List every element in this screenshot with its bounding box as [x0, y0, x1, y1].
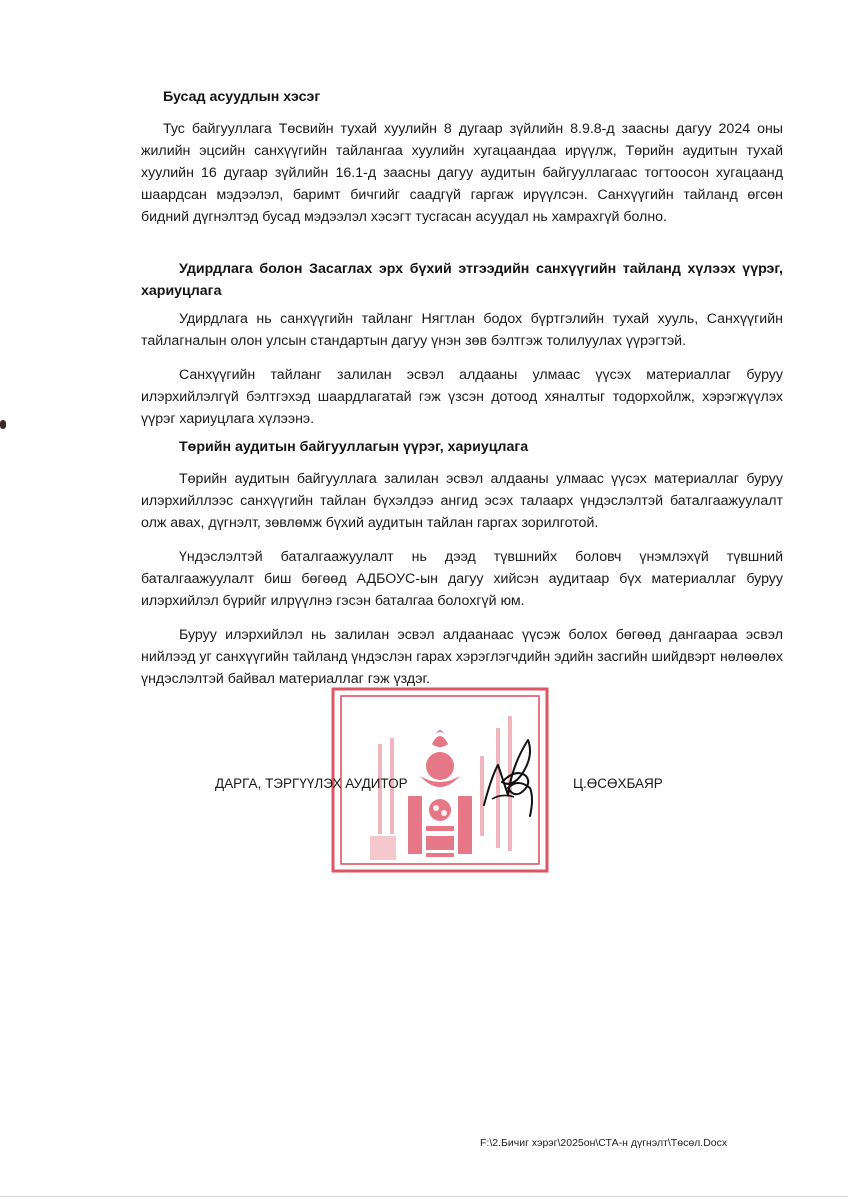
section-heading-auditor-responsibility: Төрийн аудитын байгууллагын үүрэг, хариуцлага — [179, 439, 529, 455]
paragraph-auditor-1: Төрийн аудитын байгууллага залилан эсвэл алдааны улмаас үүсэх материаллаг буруу илэрхийллээс санхүүгийн тайлан бүхэлдээ ангид эсэх талаарх үндэслэлтэй баталгаажуулалт олж авах, дүгнэлт, зөвлөмж бүхий аудитын тайлан гаргах зорилготой. — [141, 471, 783, 531]
signatory-title: ДАРГА, ТЭРГҮҮЛЭХ АУДИТОР — [215, 776, 408, 791]
paragraph-management-2: Санхүүгийн тайланг залилан эсвэл алдааны улмаас үүсэх материаллаг буруу илэрхийлэлгүй бэлтгэхэд шаардлагатай гэж үзсэн дотоод хяналтыг тодорхойлж, хэрэгжүүлэх үүрэг хариуцлага хүлээнэ. — [141, 367, 783, 427]
footer-file-path: F:\2.Бичиг хэрэг\2025он\СТА-н дүгнэлт\Төсөл.Docx — [480, 1137, 728, 1149]
section-heading-other-matters: Бусад асуудлын хэсэг — [163, 89, 321, 105]
page-bottom-divider — [0, 1196, 848, 1197]
section-heading-management-responsibility: Удирдлага болон Засаглах эрх бүхий этгээдийн санхүүгийн тайланд хүлээх үүрэг, хариуцлага — [141, 261, 783, 299]
paragraph-auditor-3: Буруу илэрхийлэл нь залилан эсвэл алдаанаас үүсэж болох бөгөөд дангаараа эсвэл нийлээд уг санхүүгийн тайланд үндэслэн гарах хэрэглэгчдийн эдийн засгийн шийдвэрт нөлөөлөх үндэслэлтэй байвал материаллаг гэж үздэг. — [141, 627, 783, 687]
scan-edge-mark — [0, 420, 6, 429]
paragraph-management-1: Удирдлага нь санхүүгийн тайланг Нягтлан бодох бүртгэлийн тухай хууль, Санхүүгийн тайлагналын олон улсын стандартын дагуу үнэн зөв бэлтгэж толилуулах үүрэгтэй. — [141, 311, 783, 349]
signatory-name: Ц.ӨСӨХБАЯР — [573, 776, 663, 791]
paragraph-other-matters: Тус байгууллага Төсвийн тухай хуулийн 8 дугаар зүйлийн 8.9.8-д заасны дагуу 2024 оны жилийн эцсийн санхүүгийн тайлангаа хуулийн хугацаандаа ирүүлж, Төрийн аудитын тухай хуулийн 16 дугаар зүйлийн 16.1-д заасны дагуу аудитын байгууллагаас тогтоосон хугацаанд шаардсан мэдээлэл, баримт бичгийг саадгүй гаргаж ирүүлсэн. Санхүүгийн тайланд өгсөн бидний дүгнэлтэд бусад мэдээлэл хэсэгт тусгасан асуудал нь хамрахгүй болно. — [141, 121, 783, 225]
paragraph-auditor-2: Үндэслэлтэй баталгаажуулалт нь дээд түвшнийх боловч үнэмлэхүй түвшний баталгаажуулалт биш бөгөөд АДБОУС-ын дагуу хийсэн аудитаар бүх материаллаг буруу илэрхийлэл бүрийг илрүүлнэ гэсэн баталгаа болохгүй юм. — [141, 549, 783, 609]
handwritten-signature-icon — [478, 735, 548, 825]
